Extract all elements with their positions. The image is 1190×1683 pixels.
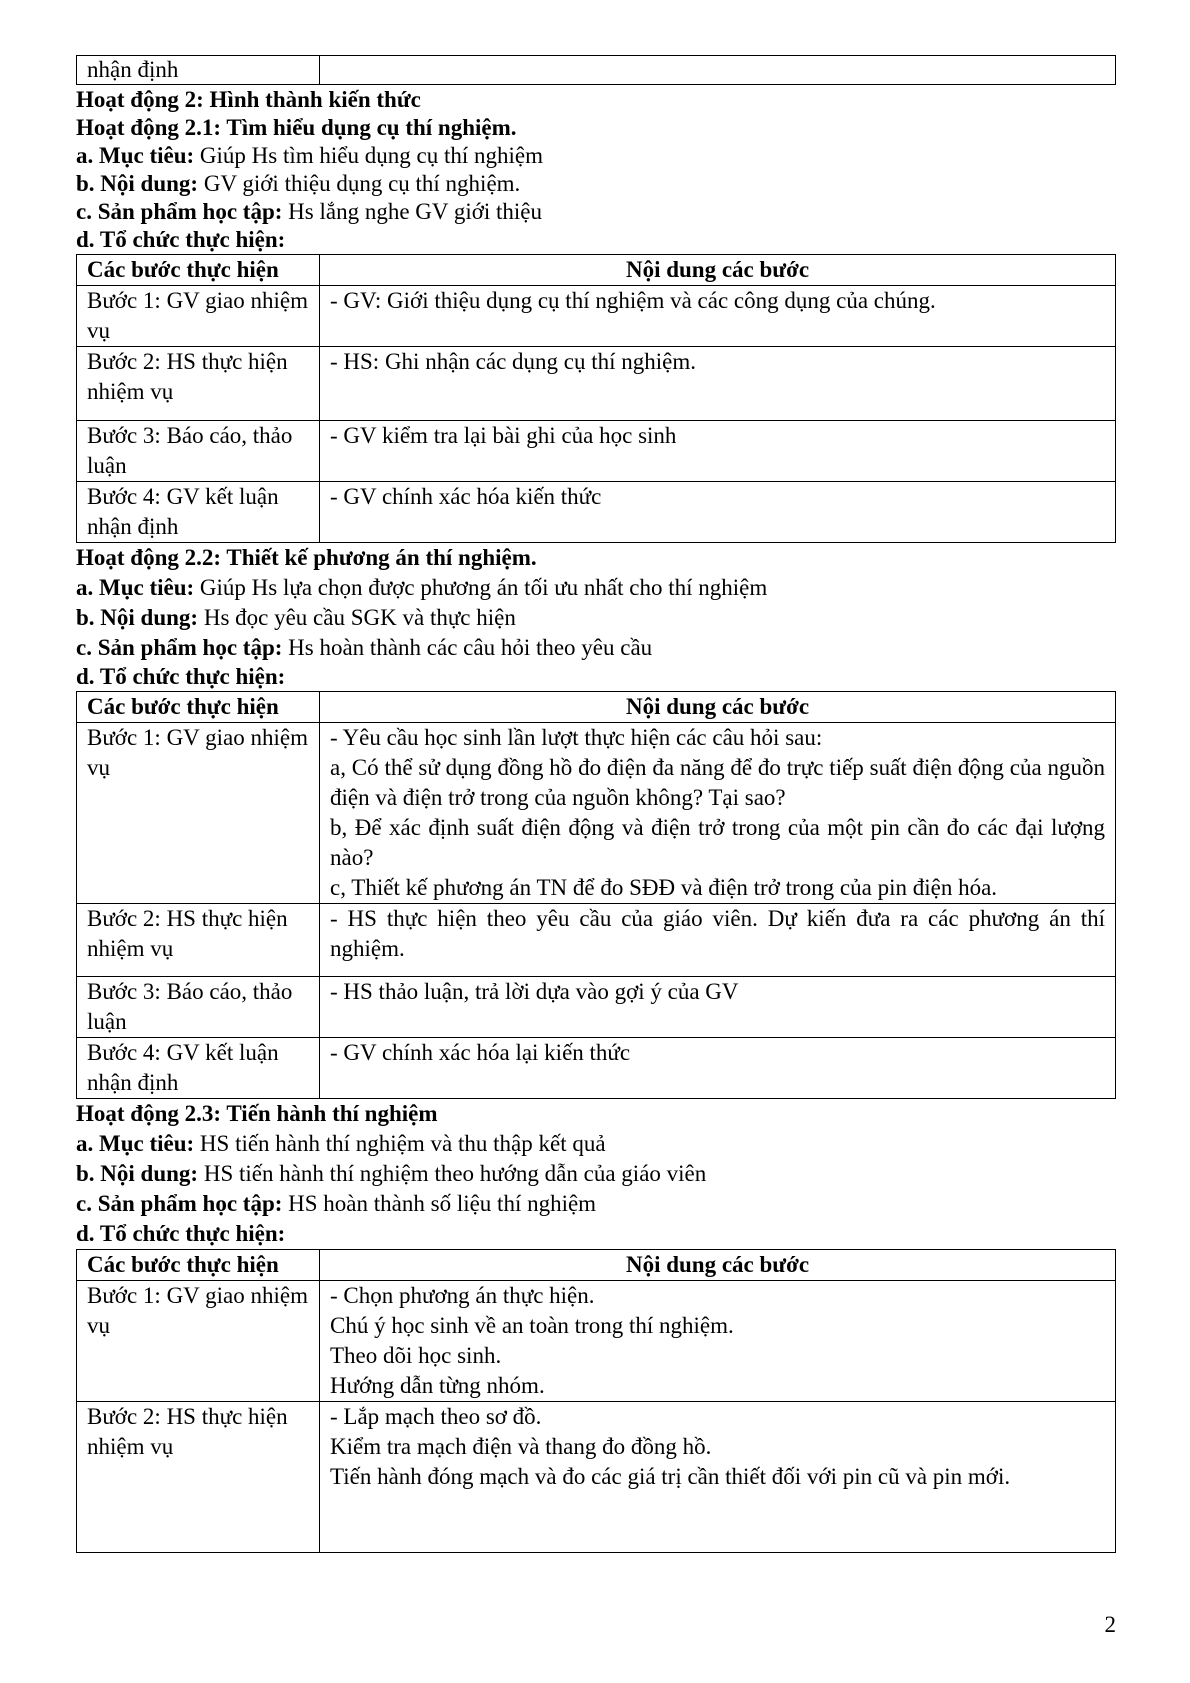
content-cell: - GV chính xác hóa lại kiến thức (320, 1038, 1116, 1099)
content-cell: - HS: Ghi nhận các dụng cụ thí nghiệm. (320, 347, 1116, 421)
content-label: b. Nội dung: (76, 171, 199, 196)
product-line (76, 633, 1116, 663)
objective-line (76, 1129, 1116, 1159)
objective-line (76, 142, 1116, 170)
section-2-heading: Hoạt động 2: Hình thành kiến thức (76, 87, 421, 112)
header-content: Nội dung các bước (320, 692, 1116, 723)
step-cell: Bước 2: HS thực hiện nhiệm vụ (77, 1402, 320, 1553)
product-text: Hs hoàn thành các câu hỏi theo yêu cầu (282, 635, 653, 660)
content-text: HS tiến hành thí nghiệm theo hướng dẫn của giáo viên (198, 1161, 707, 1186)
product-line (76, 1189, 1116, 1219)
header-step: Các bước thực hiện (77, 692, 320, 723)
objective-text: Giúp Hs lựa chọn được phương án tối ưu nhất cho thí nghiệm (194, 575, 768, 600)
product-label: c. Sản phẩm học tập: (76, 1191, 283, 1216)
content-line (76, 1159, 1116, 1189)
table-row (77, 347, 1116, 421)
content-line: Chú ý học sinh về an toàn trong thí nghiệm. (330, 1313, 734, 1338)
content-line: a, Có thể sử dụng đồng hồ đo điện đa năng để đo trực tiếp suất điện động của nguồn điện và điện trở trong của nguồn không? Tại sao? (330, 755, 1105, 810)
table-row (77, 1038, 1116, 1099)
step-cell: Bước 1: GV giao nhiệm vụ (77, 723, 320, 904)
content-cell (320, 1281, 1116, 1402)
content-line: Hướng dẫn từng nhóm. (330, 1373, 545, 1398)
step-cell: Bước 1: GV giao nhiệm vụ (77, 286, 320, 347)
step-cell: nhận định (77, 56, 320, 85)
header-step: Các bước thực hiện (77, 1250, 320, 1281)
table-row (77, 482, 1116, 543)
step-cell: Bước 2: HS thực hiện nhiệm vụ (77, 347, 320, 421)
content-text: GV giới thiệu dụng cụ thí nghiệm. (198, 171, 521, 196)
content-cell: - GV: Giới thiệu dụng cụ thí nghiệm và các công dụng của chúng. (320, 286, 1116, 347)
content-cell (320, 1402, 1116, 1553)
content-cell (320, 56, 1116, 85)
top-table-fragment (76, 55, 1116, 85)
content-cell: - GV chính xác hóa kiến thức (320, 482, 1116, 543)
content-line: Tiến hành đóng mạch và đo các giá trị cần thiết đối với pin cũ và pin mới. (330, 1464, 1011, 1489)
step-cell: Bước 3: Báo cáo, thảo luận (77, 977, 320, 1038)
content-line: c, Thiết kế phương án TN để đo SĐĐ và điện trở trong của pin điện hóa. (330, 875, 998, 900)
table-row (77, 56, 1116, 85)
step-cell: Bước 4: GV kết luận nhận định (77, 482, 320, 543)
step-cell: Bước 2: HS thực hiện nhiệm vụ (77, 904, 320, 977)
content-line: Kiểm tra mạch điện và thang đo đồng hồ. (330, 1434, 712, 1459)
content-cell: - HS thảo luận, trả lời dựa vào gợi ý của GV (320, 977, 1116, 1038)
content-label: b. Nội dung: (76, 1161, 199, 1186)
objective-line (76, 573, 1116, 603)
content-line: - Chọn phương án thực hiện. (330, 1283, 595, 1308)
page-number: 2 (1104, 1612, 1116, 1637)
table-row (77, 1402, 1116, 1553)
table-row (77, 723, 1116, 904)
table-header-row (77, 1250, 1116, 1281)
activity-2-3-table (76, 1249, 1116, 1553)
content-line (76, 170, 1116, 198)
objective-label: a. Mục tiêu: (76, 143, 195, 168)
content-cell (320, 723, 1116, 904)
table-header-row (77, 255, 1116, 286)
activity-2-1-heading: Hoạt động 2.1: Tìm hiểu dụng cụ thí nghiệm. (76, 115, 517, 140)
content-line (76, 603, 1116, 633)
objective-label: a. Mục tiêu: (76, 575, 195, 600)
table-row (77, 977, 1116, 1038)
step-cell: Bước 1: GV giao nhiệm vụ (77, 1281, 320, 1402)
header-content: Nội dung các bước (320, 255, 1116, 286)
product-label: c. Sản phẩm học tập: (76, 635, 283, 660)
table-row (77, 286, 1116, 347)
table-row (77, 421, 1116, 482)
product-label: c. Sản phẩm học tập: (76, 199, 283, 224)
table-row (77, 904, 1116, 977)
organization-label: d. Tổ chức thực hiện: (76, 227, 286, 252)
activity-2-1-table (76, 254, 1116, 543)
content-line: - Lắp mạch theo sơ đồ. (330, 1404, 542, 1429)
product-text: HS hoàn thành số liệu thí nghiệm (282, 1191, 597, 1216)
document-page (76, 55, 1116, 1553)
activity-2-2-heading: Hoạt động 2.2: Thiết kế phương án thí nghiệm. (76, 545, 537, 570)
product-text: Hs lắng nghe GV giới thiệu (282, 199, 543, 224)
content-cell: - GV kiểm tra lại bài ghi của học sinh (320, 421, 1116, 482)
organization-label: d. Tổ chức thực hiện: (76, 664, 286, 689)
product-line (76, 198, 1116, 226)
content-line: - Yêu cầu học sinh lần lượt thực hiện các câu hỏi sau: (330, 725, 823, 750)
content-line: Theo dõi học sinh. (330, 1343, 502, 1368)
organization-label: d. Tổ chức thực hiện: (76, 1221, 286, 1246)
objective-text: Giúp Hs tìm hiểu dụng cụ thí nghiệm (194, 143, 543, 168)
table-row (77, 1281, 1116, 1402)
table-header-row (77, 692, 1116, 723)
content-line: b, Để xác định suất điện động và điện trở trong của một pin cần đo các đại lượng nào? (330, 815, 1105, 870)
activity-2-2-table (76, 691, 1116, 1099)
header-step: Các bước thực hiện (77, 255, 320, 286)
step-cell: Bước 3: Báo cáo, thảo luận (77, 421, 320, 482)
header-content: Nội dung các bước (320, 1250, 1116, 1281)
content-cell: - HS thực hiện theo yêu cầu của giáo viên. Dự kiến đưa ra các phương án thí nghiệm. (320, 904, 1116, 977)
objective-label: a. Mục tiêu: (76, 1131, 195, 1156)
activity-2-3-heading: Hoạt động 2.3: Tiến hành thí nghiệm (76, 1101, 438, 1126)
content-label: b. Nội dung: (76, 605, 199, 630)
objective-text: HS tiến hành thí nghiệm và thu thập kết quả (194, 1131, 606, 1156)
content-text: Hs đọc yêu cầu SGK và thực hiện (198, 605, 516, 630)
step-cell: Bước 4: GV kết luận nhận định (77, 1038, 320, 1099)
